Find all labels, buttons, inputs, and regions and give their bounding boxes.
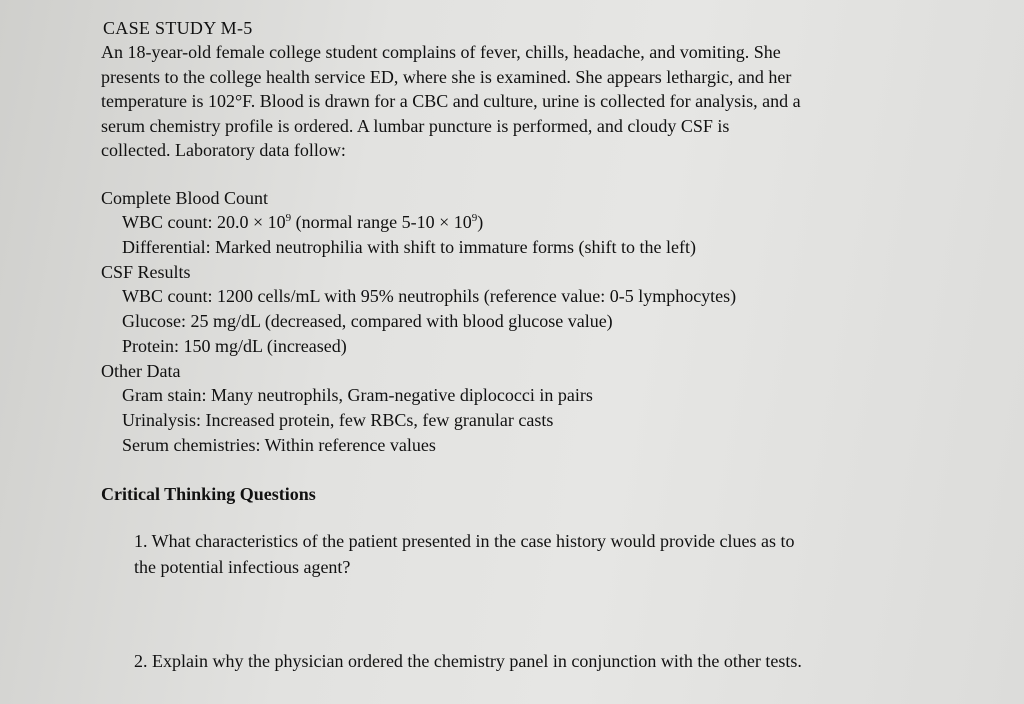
intro-line: serum chemistry profile is ordered. A lumbar puncture is performed, and cloudy CSF is — [101, 115, 730, 136]
gram-stain: Gram stain: Many neutrophils, Gram-negative diplococci in pairs — [122, 385, 593, 405]
cbc-wbc-pre: WBC count: 20.0 × 10 — [122, 212, 286, 232]
question-2-line: 2. Explain why the physician ordered the chemistry panel in conjunction with the other tests. — [134, 651, 802, 671]
csf-heading: CSF Results — [101, 262, 191, 282]
intro-line: temperature is 102°F. Blood is drawn for a CBC and culture, urine is collected for analysis, and a — [101, 91, 801, 112]
cbc-wbc-count — [122, 212, 483, 233]
case-intro — [101, 40, 961, 163]
cbc-wbc-exp-2: 9 — [471, 212, 478, 224]
serum-chemistries: Serum chemistries: Within reference values — [122, 435, 436, 455]
intro-line: presents to the college health service ED, where she is examined. She appears lethargic, and her — [101, 66, 792, 87]
csf-wbc-count: WBC count: 1200 cells/mL with 95% neutrophils (reference value: 0-5 lymphocytes) — [122, 286, 737, 306]
csf-protein: Protein: 150 mg/dL (increased) — [122, 336, 347, 356]
question-1 — [134, 528, 954, 580]
urinalysis: Urinalysis: Increased protein, few RBCs, few granular casts — [122, 410, 554, 430]
question-1-line: 1. What characteristics of the patient presented in the case history would provide clues as to — [134, 531, 795, 551]
cbc-wbc-exp: 9 — [285, 212, 292, 224]
cbc-wbc-mid: (normal range 5-10 × 10 — [291, 212, 472, 232]
intro-line: An 18-year-old female college student complains of fever, chills, headache, and vomiting. She — [101, 42, 781, 62]
other-heading: Other Data — [101, 361, 181, 381]
critical-thinking-heading: Critical Thinking Questions — [101, 484, 316, 504]
csf-glucose: Glucose: 25 mg/dL (decreased, compared with blood glucose value) — [122, 311, 613, 331]
question-2 — [134, 648, 954, 674]
question-1-line: the potential infectious agent? — [134, 557, 351, 577]
case-title: CASE STUDY M-5 — [103, 18, 253, 38]
intro-line: collected. Laboratory data follow: — [101, 140, 346, 161]
cbc-heading: Complete Blood Count — [101, 188, 269, 208]
cbc-wbc-post: ) — [477, 212, 484, 232]
cbc-differential: Differential: Marked neutrophilia with shift to immature forms (shift to the left) — [122, 237, 697, 257]
